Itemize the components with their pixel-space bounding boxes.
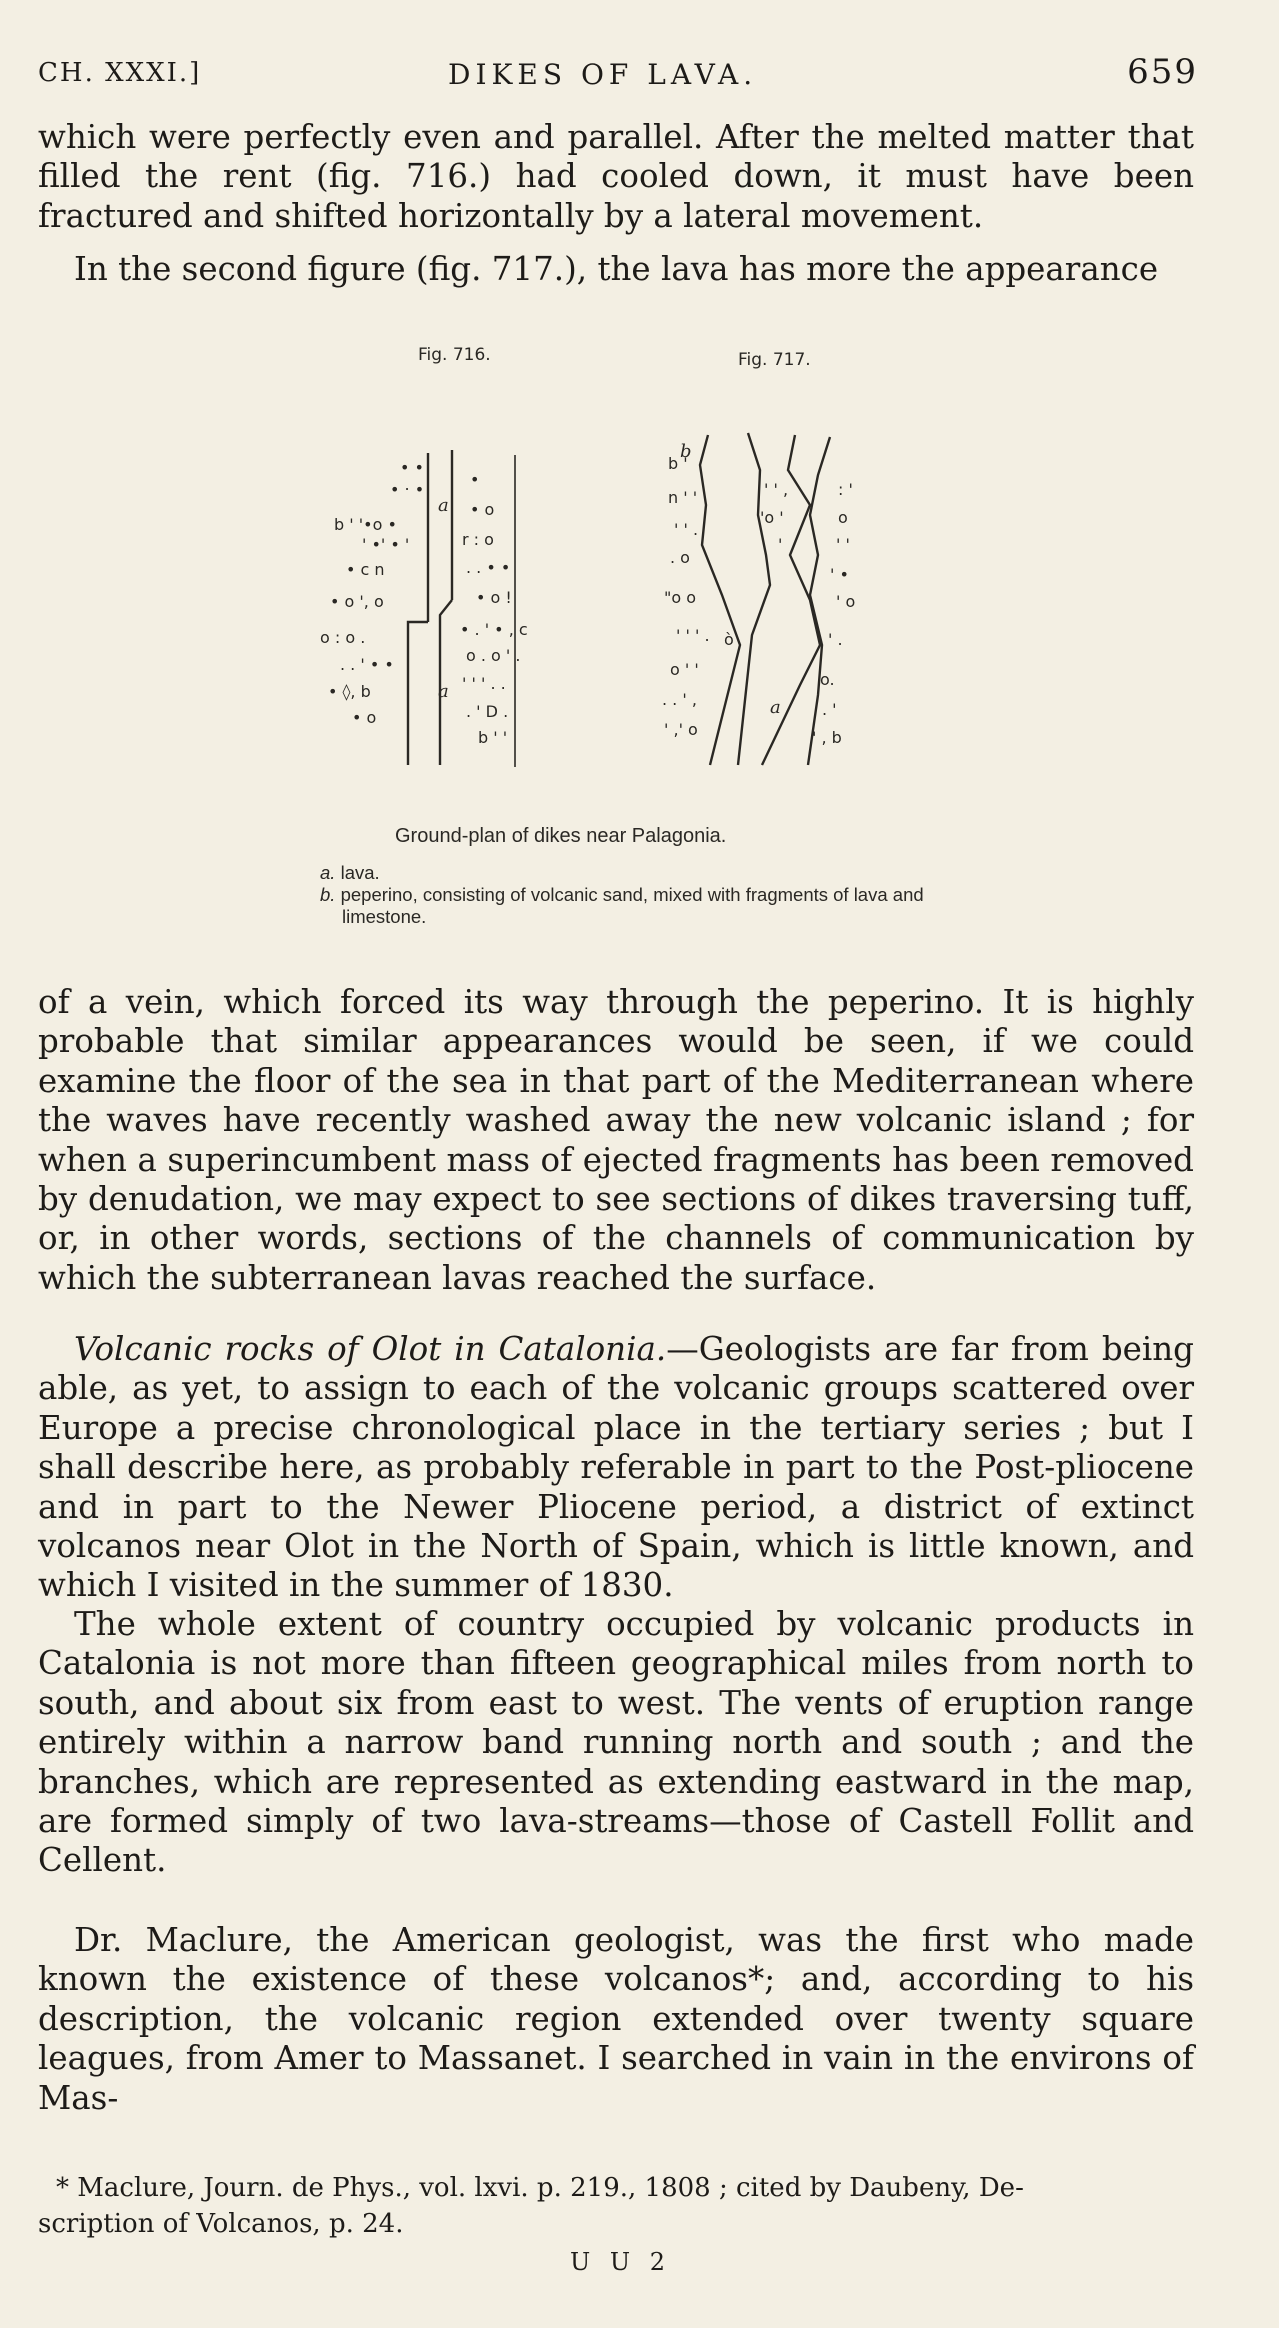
svg-text:. ' D .: . ' D . <box>466 702 509 721</box>
svg-text:• ◊, b: • ◊, b <box>328 682 371 701</box>
svg-text:. . ' • •: . . ' • • <box>340 655 394 674</box>
svg-text:• c n: • c n <box>346 560 385 579</box>
paragraph-maclure: Dr. Maclure, the American geologist, was the first who made known the existence of these volcanos*; and, according to his description, the volcanic region extended over twenty square leagues, from Amer to Massanet. I searched in vain in the environs of Mas- <box>38 1921 1194 2117</box>
section-heading-olot: Volcanic rocks of Olot in Catalonia. <box>74 1330 667 1368</box>
svg-text:. o: . o <box>670 548 690 567</box>
svg-text:o : o .: o : o . <box>320 628 366 647</box>
svg-text:' .: ' . <box>828 630 843 649</box>
svg-text:ò: ò <box>724 630 734 649</box>
svg-text:' o: ' o <box>836 592 856 611</box>
svg-text:. . ' ,: . . ' , <box>662 690 697 709</box>
fig-717-label-b-top: b <box>680 441 692 462</box>
running-title: DIKES OF LAVA. <box>448 58 758 91</box>
chapter-label: CH. XXXI.] <box>38 58 202 88</box>
svg-text:b ' '•o •: b ' '•o • <box>334 515 397 534</box>
svg-text:' ' ' . .: ' ' ' . . <box>462 674 506 693</box>
fig-716-label: Fig. 716. <box>418 345 491 365</box>
paragraph-vein: of a vein, which forced its way through the peperino. It is highly probable that similar appearances would be seen, if we could examine the floor of the sea in that part of the Mediterranean where the waves have recently washed away the new volcanic island ; for when a superincumbent mass of ejected fragments has been removed by denudation, we may expect to see sections of dikes traversing tuff, or, in other words, sections of the channels of communication by which the subterranean lavas reached the surface. <box>38 983 1194 1297</box>
fig-717-label: Fig. 717. <box>738 350 811 370</box>
svg-text:' , b: ' , b <box>812 728 842 747</box>
svg-text:b ' ': b ' ' <box>478 728 508 747</box>
paragraph-fig717-intro: In the second figure (fig. 717.), the lava has more the appearance <box>74 250 1159 288</box>
svg-text:o . o ' .: o . o ' . <box>466 646 521 665</box>
dike-ground-plan-drawing <box>290 345 950 795</box>
svg-text:. ': . ' <box>822 700 837 719</box>
signature-mark: U U 2 <box>570 2248 671 2276</box>
fig-716-label-a-lower: a <box>438 681 449 702</box>
svg-text:n ' ': n ' ' <box>668 488 698 507</box>
figure-dikes <box>290 345 950 795</box>
fig-716-peperino-marks <box>320 458 528 747</box>
svg-text:• o: • o <box>470 500 495 519</box>
fig-717-label-a: a <box>770 697 781 718</box>
svg-text:b ': b ' <box>668 454 688 473</box>
svg-text:o.: o. <box>820 670 835 689</box>
svg-text:• ‧ •: • ‧ • <box>390 480 425 499</box>
svg-text:' ' .: ' ' . <box>674 520 699 539</box>
legend-item-a: a. lava. <box>320 862 380 883</box>
page-number: 659 <box>1127 52 1198 92</box>
svg-text:o ' ': o ' ' <box>670 660 699 679</box>
svg-text:• o ', o: • o ', o <box>330 592 384 611</box>
svg-text:• o !: • o ! <box>476 588 512 607</box>
paragraph-continuation: which were perfectly even and parallel. After the melted matter that filled the rent (fig. 716.) had cooled down, it must have been fractured and shifted horizontally by a lateral movement. <box>38 118 1194 235</box>
svg-text:' ' ' .: ' ' ' . <box>676 626 710 645</box>
svg-text:"o o: "o o <box>664 588 697 607</box>
svg-text:. . • •: . . • • <box>466 558 511 577</box>
svg-text:: ': : ' <box>838 480 853 499</box>
svg-text:' •: ' • <box>830 565 849 584</box>
footnote-line-2: scription of Volcanos, p. 24. <box>38 2209 404 2239</box>
footnote-line-1: * Maclure, Journ. de Phys., vol. lxvi. p. 219., 1808 ; cited by Daubeny, De- <box>56 2173 1024 2203</box>
svg-text:• . ' • , c: • . ' • , c <box>460 620 528 639</box>
paragraph-catalonia-extent: The whole extent of country occupied by volcanic products in Catalonia is not more than fifteen geographical miles from north to south, and about six from east to west. The vents of eruption range entirely within a narrow band running north and south ; and the branches, which are represented as extending eastward in the map, are formed simply of two lava-streams—those of Castell Follit and Cellent. <box>38 1605 1194 1880</box>
svg-text:• •: • • <box>400 458 424 477</box>
svg-text:'o ': 'o ' <box>760 508 784 527</box>
svg-text:' ': ' ' <box>836 535 850 554</box>
figure-legend <box>320 862 980 928</box>
legend-item-b: b. peperino, consisting of volcanic sand, mixed with fragments of lava and limestone. <box>320 884 924 927</box>
svg-text:' ' ,: ' ' , <box>764 480 789 499</box>
svg-text:': ' <box>778 535 783 554</box>
svg-text:' ,' o: ' ,' o <box>664 720 698 739</box>
fig-716-label-a-upper: a <box>438 495 449 516</box>
figure-caption: Ground-plan of dikes near Palagonia. <box>395 825 727 847</box>
svg-text:o: o <box>838 508 848 527</box>
svg-text:•: • <box>470 470 480 489</box>
running-header <box>38 52 1198 102</box>
paragraph-olot: Volcanic rocks of Olot in Catalonia.—Geologists are far from being able, as yet, to assign to each of the volcanic groups scattered over Europe a precise chronological place in the tertiary series ; but I shall describe here, as probably referable in part to the Post-pliocene and in part to the Newer Pliocene period, a district of extinct volcanos near Olot in the North of Spain, which is little known, and which I visited in the summer of 1830. <box>38 1330 1194 1605</box>
svg-text:• o: • o <box>352 708 377 727</box>
svg-text:' •' • ': ' •' • ' <box>362 535 410 554</box>
footnote <box>38 2170 1194 2242</box>
svg-text:r : o: r : o <box>462 530 494 549</box>
